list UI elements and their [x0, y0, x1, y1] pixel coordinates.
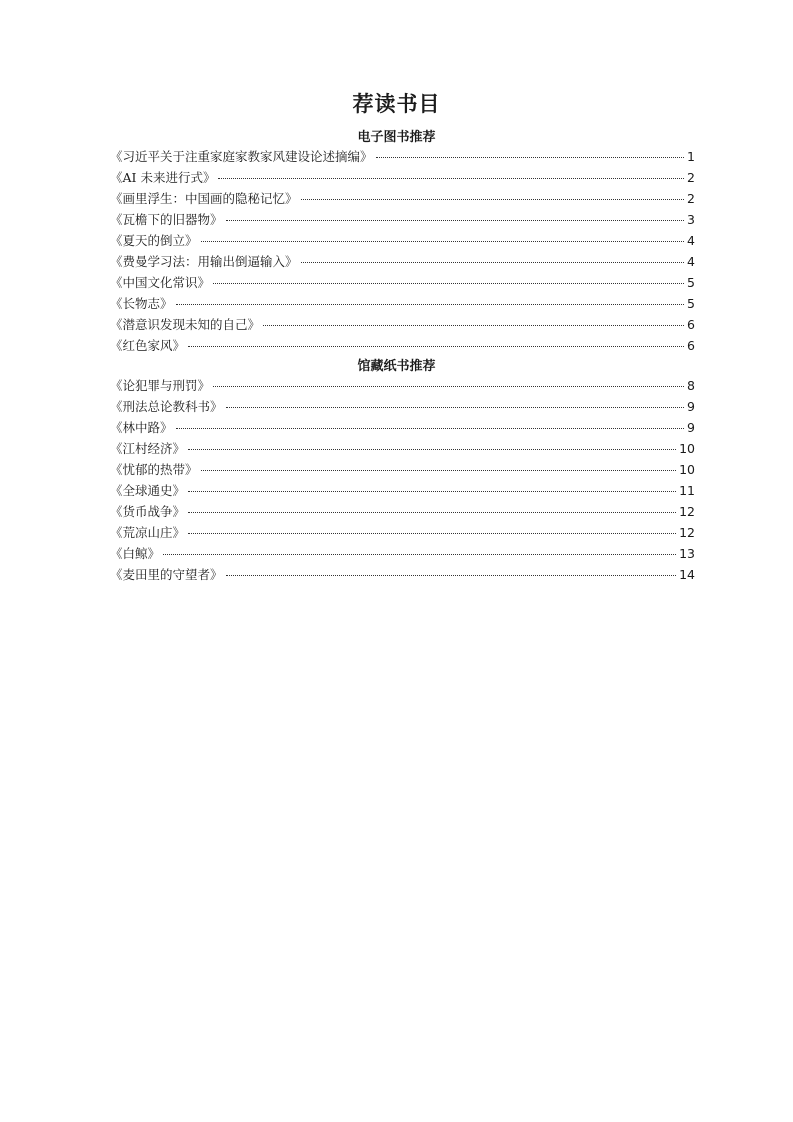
- toc-entry-title: 《习近平关于注重家庭家教家风建设论述摘编》: [110, 149, 373, 164]
- toc-entry[interactable]: [110, 146, 695, 167]
- toc-entry-title: 《江村经济》: [110, 441, 186, 456]
- toc-entry-page: 13: [679, 546, 695, 561]
- toc-entry-page: 3: [687, 212, 695, 227]
- dot-leader: [188, 346, 684, 347]
- toc-entry[interactable]: [110, 438, 695, 459]
- toc-entry-title: 《画里浮生：中国画的隐秘记忆》: [110, 191, 298, 206]
- dot-leader: [188, 491, 676, 492]
- toc-entry[interactable]: [110, 459, 695, 480]
- toc-entry-page: 4: [687, 254, 695, 269]
- toc-entry-page: 1: [687, 149, 695, 164]
- toc-entry-title: 《潜意识发现未知的自己》: [110, 317, 261, 332]
- dot-leader: [188, 512, 676, 513]
- section-heading-print-books: 馆藏纸书推荐: [357, 359, 436, 374]
- toc-entry[interactable]: [110, 375, 695, 396]
- toc-entry-title: 《货币战争》: [110, 504, 186, 519]
- dot-leader: [176, 304, 685, 305]
- toc-entry-title: 《中国文化常识》: [110, 275, 211, 290]
- toc-entry[interactable]: [110, 230, 695, 251]
- toc-entry-title: 《全球通史》: [110, 483, 186, 498]
- toc-entry[interactable]: [110, 209, 695, 230]
- dot-leader: [201, 470, 677, 471]
- toc-entry-title: 《刑法总论教科书》: [110, 399, 223, 414]
- toc-entry-page: 2: [687, 191, 695, 206]
- dot-leader: [301, 199, 685, 200]
- toc-entry-page: 9: [687, 420, 695, 435]
- toc-entry-page: 2: [687, 170, 695, 185]
- toc-entry-page: 4: [687, 233, 695, 248]
- dot-leader: [163, 554, 676, 555]
- dot-leader: [218, 178, 684, 179]
- dot-leader: [188, 533, 676, 534]
- document-title: 荐读书目: [352, 92, 441, 116]
- dot-leader: [226, 220, 685, 221]
- dot-leader: [213, 283, 684, 284]
- toc-entry[interactable]: [110, 314, 695, 335]
- section-heading-ebooks: 电子图书推荐: [357, 130, 436, 145]
- toc-entry[interactable]: [110, 272, 695, 293]
- toc-list-ebooks: [110, 146, 695, 356]
- toc-entry-page: 12: [679, 525, 695, 540]
- toc-entry-page: 14: [679, 567, 695, 582]
- dot-leader: [213, 386, 684, 387]
- toc-entry[interactable]: [110, 417, 695, 438]
- toc-entry-title: 《忧郁的热带》: [110, 462, 198, 477]
- toc-entry[interactable]: [110, 188, 695, 209]
- toc-entry-title: 《麦田里的守望者》: [110, 567, 223, 582]
- dot-leader: [176, 428, 685, 429]
- toc-entry[interactable]: [110, 167, 695, 188]
- toc-entry[interactable]: [110, 335, 695, 356]
- dot-leader: [376, 157, 685, 158]
- toc-entry-page: 6: [687, 317, 695, 332]
- toc-entry-page: 10: [679, 462, 695, 477]
- toc-entry-title: 《林中路》: [110, 420, 173, 435]
- toc-entry-page: 12: [679, 504, 695, 519]
- dot-leader: [263, 325, 684, 326]
- toc-entry-page: 5: [687, 275, 695, 290]
- toc-entry-title: 《白鲸》: [110, 546, 161, 561]
- toc-entry-title: 《论犯罪与刑罚》: [110, 378, 211, 393]
- toc-entry[interactable]: [110, 564, 695, 585]
- toc-entry[interactable]: [110, 293, 695, 314]
- toc-entry-page: 10: [679, 441, 695, 456]
- toc-entry-title: 《AI 未来进行式》: [110, 170, 216, 185]
- toc-entry-title: 《瓦檐下的旧器物》: [110, 212, 223, 227]
- dot-leader: [201, 241, 685, 242]
- dot-leader: [301, 262, 685, 263]
- dot-leader: [226, 575, 677, 576]
- toc-entry[interactable]: [110, 251, 695, 272]
- toc-list-print-books: [110, 375, 695, 585]
- toc-entry[interactable]: [110, 501, 695, 522]
- toc-entry[interactable]: [110, 396, 695, 417]
- toc-entry[interactable]: [110, 480, 695, 501]
- toc-entry-page: 6: [687, 338, 695, 353]
- toc-entry-page: 9: [687, 399, 695, 414]
- dot-leader: [226, 407, 685, 408]
- toc-entry-title: 《红色家风》: [110, 338, 186, 353]
- toc-entry-title: 《费曼学习法：用输出倒逼输入》: [110, 254, 298, 269]
- toc-entry-title: 《夏天的倒立》: [110, 233, 198, 248]
- toc-entry-title: 《荒凉山庄》: [110, 525, 186, 540]
- dot-leader: [188, 449, 676, 450]
- toc-entry-title: 《长物志》: [110, 296, 173, 311]
- toc-entry-page: 11: [679, 483, 695, 498]
- toc-entry-page: 8: [687, 378, 695, 393]
- toc-entry[interactable]: [110, 543, 695, 564]
- toc-entry-page: 5: [687, 296, 695, 311]
- toc-entry[interactable]: [110, 522, 695, 543]
